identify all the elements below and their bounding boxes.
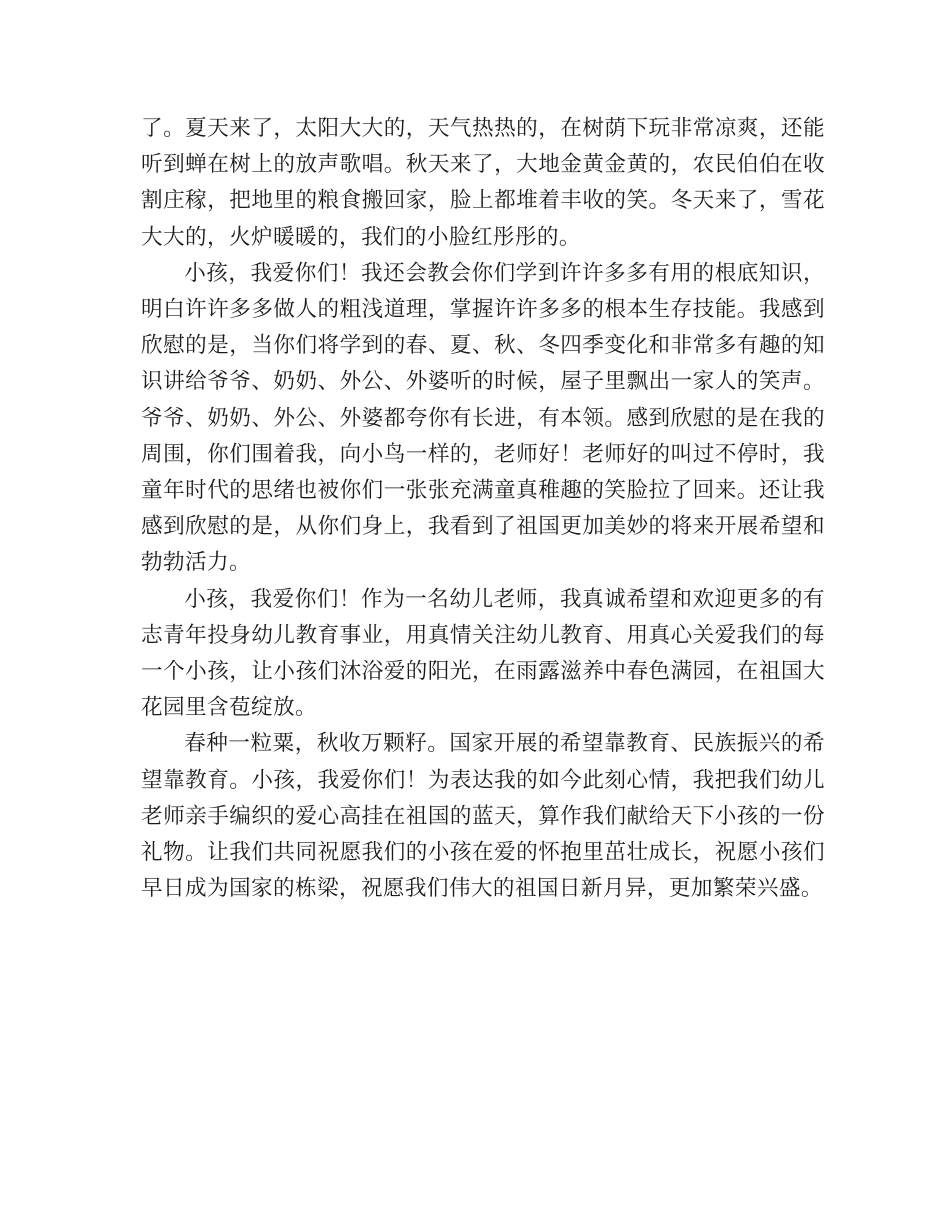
document-body <box>141 111 825 907</box>
paragraph-2: 小孩，我爱你们！我还会教会你们学到许许多多有用的根底知识，明白许许多多做人的粗浅道理，掌握许许多多的根本生存技能。我感到欣慰的是，当你们将学到的春、夏、秋、冬四季变化和非常多有趣的知识讲给爷爷、奶奶、外公、外婆听的时候，屋子里飘出一家人的笑声。爷爷、奶奶、外公、外婆都夸你有长进，有本领。感到欣慰的是在我的周围，你们围着我，向小鸟一样的，老师好！老师好的叫过不停时，我童年时代的思绪也被你们一张张充满童真稚趣的笑脸拉了回来。还让我感到欣慰的是，从你们身上，我看到了祖国更加美妙的将来开展希望和勃勃活力。 <box>141 260 825 576</box>
paragraph-4: 春种一粒粟，秋收万颗籽。国家开展的希望靠教育、民族振兴的希望靠教育。小孩，我爱你们！为表达我的如今此刻心情，我把我们幼儿老师亲手编织的爱心高挂在祖国的蓝天，算作我们献给天下小孩的一份礼物。让我们共同祝愿我们的小孩在爱的怀抱里茁壮成长，祝愿小孩们早日成为国家的栋梁，祝愿我们伟大的祖国日新月异，更加繁荣兴盛。 <box>141 731 825 902</box>
paragraph-3: 小孩，我爱你们！作为一名幼儿老师，我真诚希望和欢迎更多的有志青年投身幼儿教育事业，用真情关注幼儿教育、用真心关爱我们的每一个小孩，让小孩们沐浴爱的阳光，在雨露滋养中春色满园，在祖国大花园里含苞绽放。 <box>141 586 825 721</box>
paragraph-1: 了。夏天来了，太阳大大的，天气热热的，在树荫下玩非常凉爽，还能听到蝉在树上的放声歌唱。秋天来了，大地金黄金黄的，农民伯伯在收割庄稼，把地里的粮食搬回家，脸上都堆着丰收的笑。冬天来了，雪花大大的，火炉暖暖的，我们的小脸红彤彤的。 <box>141 116 825 250</box>
